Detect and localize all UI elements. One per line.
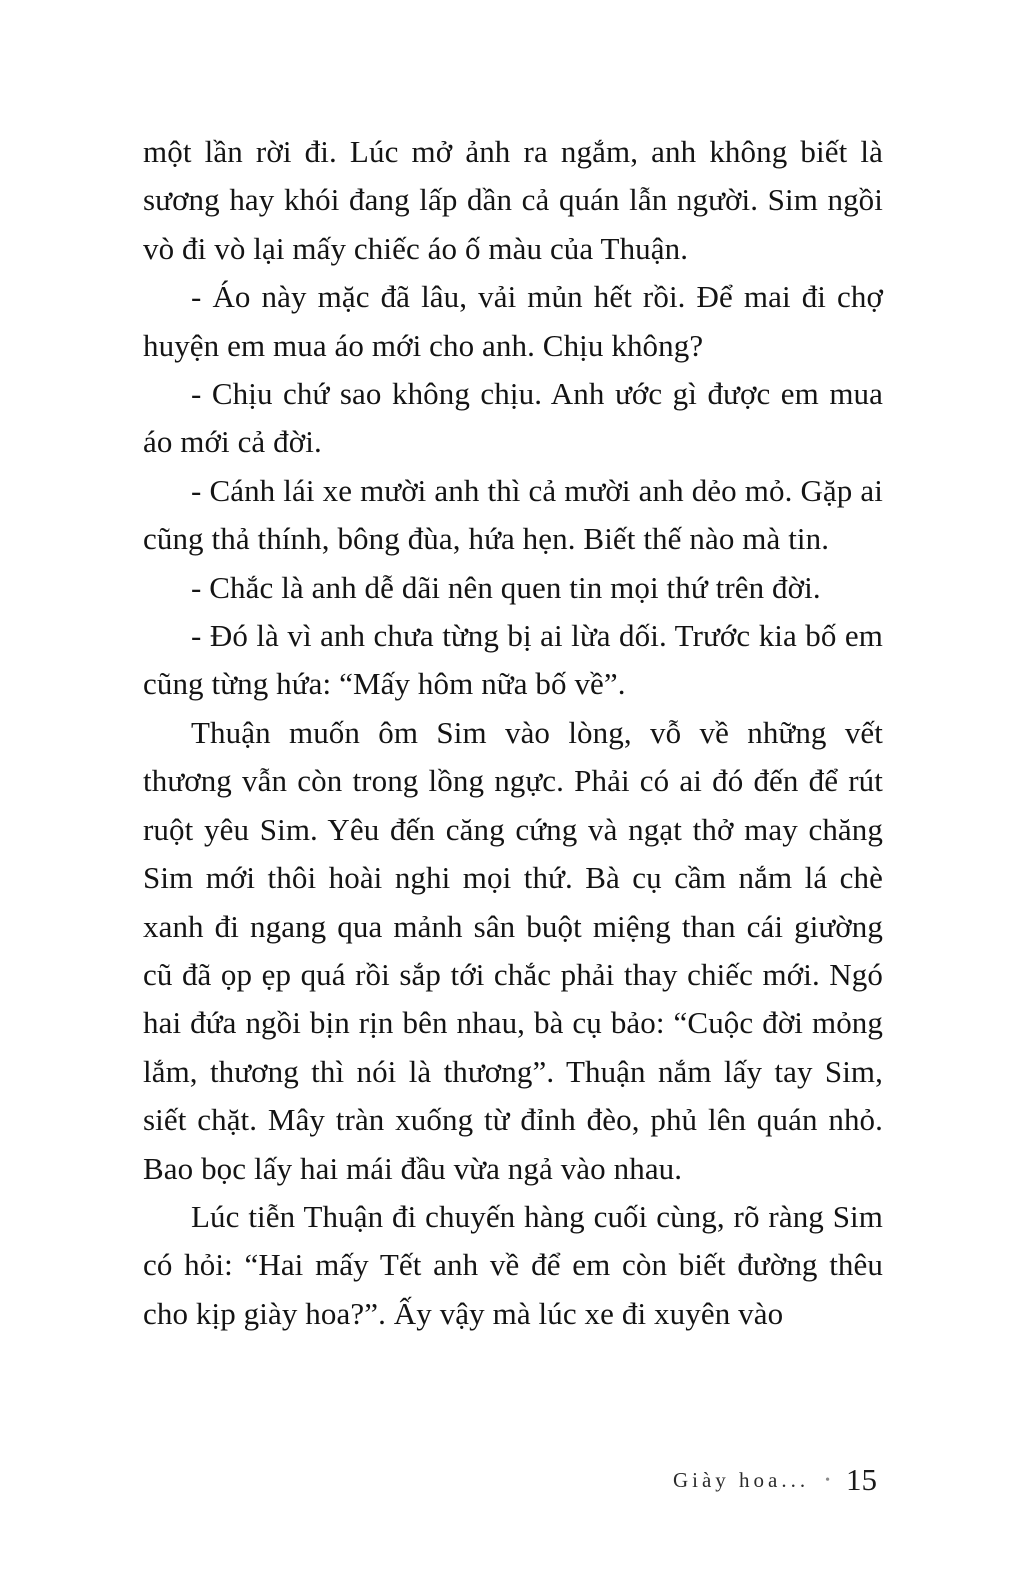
separator-dot-icon: •: [825, 1473, 830, 1488]
paragraph: Thuận muốn ôm Sim vào lòng, vỗ về những vết thương vẫn còn trong lồng ngực. Phải có ai đó đến để rút ruột yêu Sim. Yêu đến căng cứng và ngạt thở may chăng Sim mới thôi hoài nghi mọi thứ. Bà cụ cầm nắm lá chè xanh đi ngang qua mảnh sân buột miệng than cái giường cũ đã ọp ẹp quá rồi sắp tới chắc phải thay chiếc mới. Ngó hai đứa ngồi bịn rịn bên nhau, bà cụ bảo: “Cuộc đời mỏng lắm, thương thì nói là thương”. Thuận nắm lấy tay Sim, siết chặt. Mây tràn xuống từ đỉnh đèo, phủ lên quán nhỏ. Bao bọc lấy hai mái đầu vừa ngả vào nhau.: [143, 714, 883, 1186]
running-title: Giày hoa...: [672, 1467, 810, 1492]
paragraph-dialogue: - Chắc là anh dễ dãi nên quen tin mọi thứ trên đời.: [191, 569, 821, 605]
page-footer: [673, 1462, 877, 1498]
paragraph: một lần rời đi. Lúc mở ảnh ra ngắm, anh không biết là sương hay khói đang lấp dần cả quán lẫn người. Sim ngồi vò đi vò lại mấy chiếc áo ố màu của Thuận.: [143, 134, 883, 266]
paragraph-dialogue: - Áo này mặc đã lâu, vải mủn hết rồi. Để mai đi chợ huyện em mua áo mới cho anh. Chịu không?: [143, 279, 883, 363]
paragraph-dialogue: - Cánh lái xe mười anh thì cả mười anh dẻo mỏ. Gặp ai cũng thả thính, bông đùa, hứa hẹn. Biết thế nào mà tin.: [143, 472, 883, 557]
body-text: [143, 128, 883, 1338]
page-number: 15: [846, 1462, 877, 1497]
paragraph: Lúc tiễn Thuận đi chuyến hàng cuối cùng, rõ ràng Sim có hỏi: “Hai mấy Tết anh về để em còn biết đường thêu cho kịp giày hoa?”. Ấy vậy mà lúc xe đi xuyên vào: [143, 1198, 883, 1331]
paragraph-dialogue: - Đó là vì anh chưa từng bị ai lừa dối. Trước kia bố em cũng từng hứa: “Mấy hôm nữa bố về”.: [143, 618, 883, 702]
paragraph-dialogue: - Chịu chứ sao không chịu. Anh ước gì được em mua áo mới cả đời.: [143, 376, 883, 460]
